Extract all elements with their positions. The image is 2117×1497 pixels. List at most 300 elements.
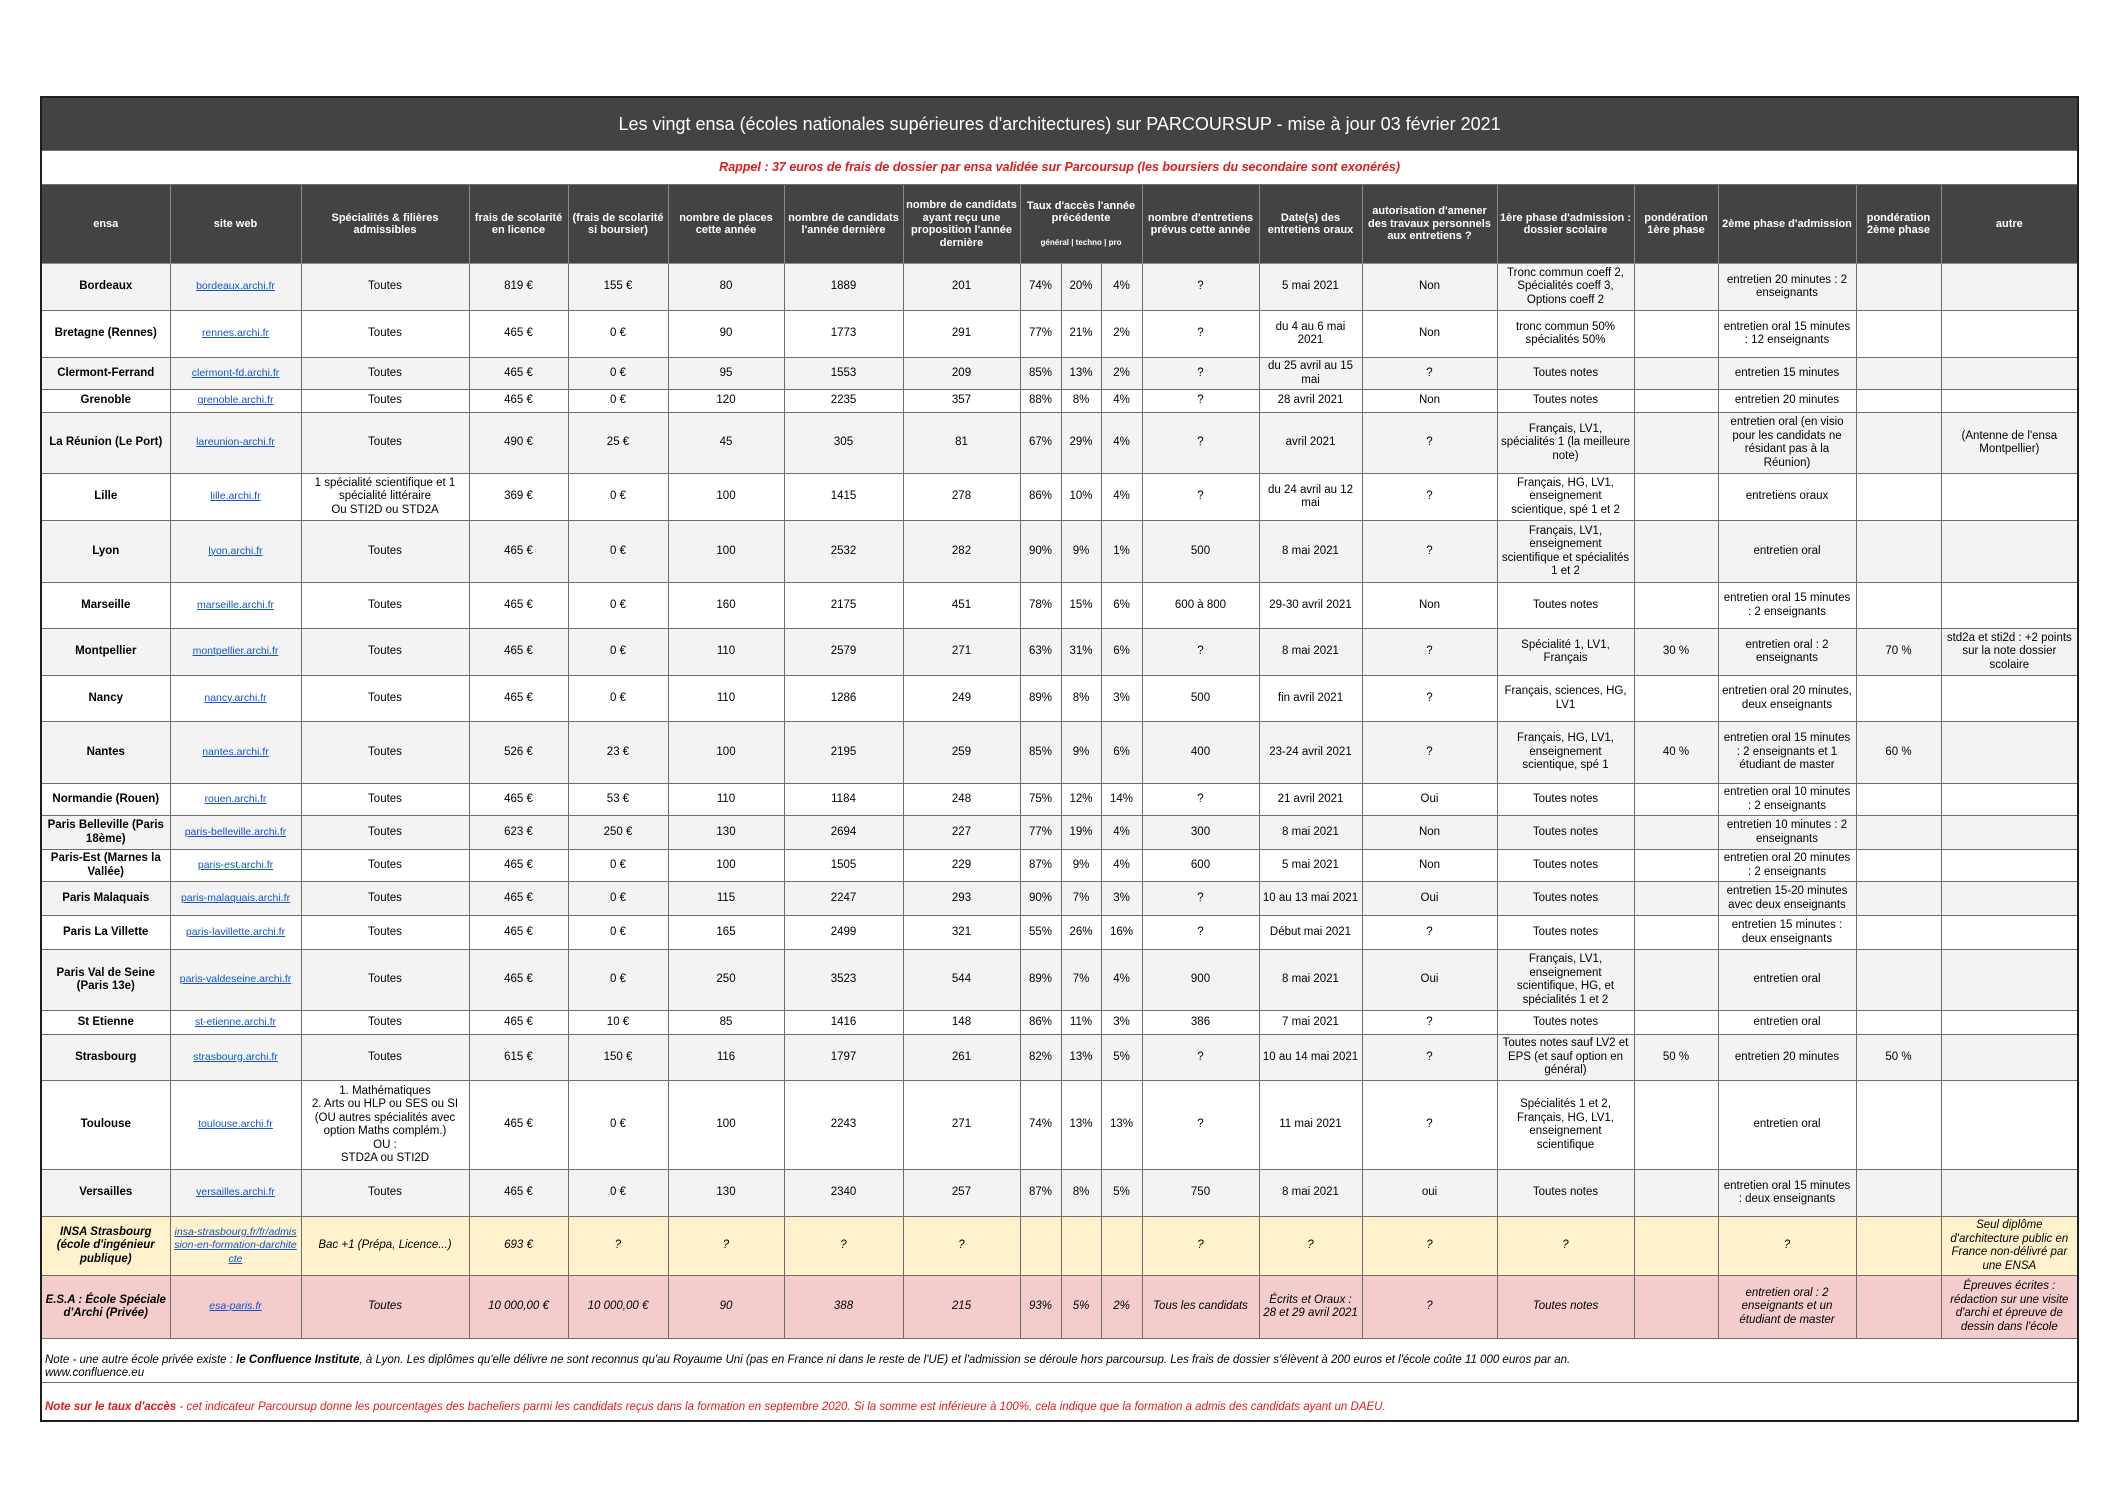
cell-ponderation2: 70 % <box>1856 629 1941 676</box>
cell-taux-pro: 6% <box>1101 722 1142 784</box>
cell-site <box>170 1011 301 1035</box>
cell-places: 130 <box>668 1170 784 1217</box>
cell-ponderation1 <box>1634 413 1718 474</box>
cell-site <box>170 521 301 583</box>
cell-dates: 8 mai 2021 <box>1259 1170 1362 1217</box>
cell-phase1: Spécialités 1 et 2, Français, HG, LV1, enseignement scientifique <box>1497 1081 1634 1170</box>
cell-places: 95 <box>668 358 784 390</box>
cell-phase1: ? <box>1497 1217 1634 1276</box>
cell-frais-boursier: 0 € <box>568 1081 668 1170</box>
site-link[interactable]: nantes.archi.fr <box>202 745 269 758</box>
cell-propositions: 271 <box>903 629 1020 676</box>
cell-autre: (Antenne de l'ensa Montpellier) <box>1941 413 2078 474</box>
cell-entretiens: ? <box>1142 882 1259 916</box>
table-row <box>41 311 2078 358</box>
cell-candidats: 2499 <box>784 916 903 950</box>
site-link[interactable]: strasbourg.archi.fr <box>193 1050 278 1063</box>
cell-site <box>170 413 301 474</box>
cell-phase1: Toutes notes <box>1497 916 1634 950</box>
cell-frais-licence: 490 € <box>469 413 568 474</box>
note1-bold: le Confluence Institute <box>236 1353 360 1366</box>
cell-phase1: Toutes notes <box>1497 390 1634 413</box>
title-row <box>41 97 2078 151</box>
cell-frais-licence: 465 € <box>469 629 568 676</box>
cell-travaux: ? <box>1362 521 1497 583</box>
cell-frais-boursier: 0 € <box>568 950 668 1011</box>
site-link[interactable]: esa-paris.fr <box>209 1300 262 1313</box>
cell-frais-boursier: 0 € <box>568 521 668 583</box>
cell-ponderation1 <box>1634 264 1718 311</box>
cell-places: 45 <box>668 413 784 474</box>
cell-candidats: 1184 <box>784 784 903 816</box>
cell-phase1: Toutes notes <box>1497 882 1634 916</box>
cell-specialites: Toutes <box>301 1170 469 1217</box>
header-specialites: Spécialités & filières admissibles <box>301 185 469 264</box>
site-link[interactable]: nancy.archi.fr <box>204 691 267 704</box>
table-row <box>41 390 2078 413</box>
cell-frais-boursier: 0 € <box>568 390 668 413</box>
site-link[interactable]: paris-lavillette.archi.fr <box>185 925 286 938</box>
cell-taux-general: 85% <box>1020 722 1061 784</box>
table-row <box>41 629 2078 676</box>
cell-entretiens: ? <box>1142 916 1259 950</box>
cell-phase2: entretien 15-20 minutes avec deux enseignants <box>1718 882 1856 916</box>
cell-places: 115 <box>668 882 784 916</box>
cell-autre: Épreuves écrites : rédaction sur une visite d'archi et épreuve de dessin dans l'école <box>1941 1276 2078 1339</box>
cell-site <box>170 1081 301 1170</box>
cell-taux-general: 67% <box>1020 413 1061 474</box>
note1-rest: , à Lyon. Les diplômes qu'elle délivre ne sont reconnus qu'au Royaume Uni (pas en France ni dans le reste de l'UE) et l'admission se déroule hors parcoursup. Les frais de dossier s'élèvent à 200 euros et l'école coûte 11 000 euros par an. <box>359 1353 1571 1366</box>
cell-candidats: 1889 <box>784 264 903 311</box>
cell-ensa: Lille <box>41 474 170 521</box>
cell-ponderation1 <box>1634 583 1718 629</box>
site-link[interactable]: grenoble.archi.fr <box>197 394 274 407</box>
cell-autre <box>1941 583 2078 629</box>
cell-frais-licence: 465 € <box>469 916 568 950</box>
cell-ensa: Montpellier <box>41 629 170 676</box>
cell-phase2: entretien oral 15 minutes : 2 enseignants <box>1718 583 1856 629</box>
cell-taux-pro: 1% <box>1101 521 1142 583</box>
note-row-taux <box>41 1382 2078 1421</box>
cell-candidats: 2243 <box>784 1081 903 1170</box>
cell-specialites: Toutes <box>301 1035 469 1081</box>
cell-places: 250 <box>668 950 784 1011</box>
cell-taux-pro: 5% <box>1101 1035 1142 1081</box>
site-link[interactable]: paris-malaquais.archi.fr <box>180 891 291 904</box>
cell-frais-boursier: 0 € <box>568 1170 668 1217</box>
cell-entretiens: 500 <box>1142 676 1259 722</box>
cell-entretiens: ? <box>1142 784 1259 816</box>
site-link[interactable]: clermont-fd.archi.fr <box>191 366 280 379</box>
cell-ponderation1: 30 % <box>1634 629 1718 676</box>
cell-taux-pro: 16% <box>1101 916 1142 950</box>
cell-ponderation1 <box>1634 1081 1718 1170</box>
cell-taux-pro: 2% <box>1101 358 1142 390</box>
cell-candidats: 1797 <box>784 1035 903 1081</box>
cell-travaux: Oui <box>1362 784 1497 816</box>
cell-taux-pro: 4% <box>1101 413 1142 474</box>
cell-candidats: ? <box>784 1217 903 1276</box>
site-link[interactable]: lyon.archi.fr <box>208 544 263 557</box>
cell-travaux: ? <box>1362 629 1497 676</box>
cell-ensa: Clermont-Ferrand <box>41 358 170 390</box>
header-phase2: 2ème phase d'admission <box>1718 185 1856 264</box>
table-row <box>41 1035 2078 1081</box>
cell-site <box>170 1170 301 1217</box>
site-link[interactable]: st-etienne.archi.fr <box>194 1015 277 1028</box>
cell-ponderation2 <box>1856 390 1941 413</box>
cell-specialites: Toutes <box>301 816 469 850</box>
cell-specialites: Toutes <box>301 676 469 722</box>
cell-autre <box>1941 850 2078 882</box>
cell-propositions: 293 <box>903 882 1020 916</box>
cell-propositions: 201 <box>903 264 1020 311</box>
cell-taux-general: 77% <box>1020 311 1061 358</box>
cell-ensa: Bretagne (Rennes) <box>41 311 170 358</box>
cell-propositions: 357 <box>903 390 1020 413</box>
cell-autre <box>1941 1081 2078 1170</box>
cell-entretiens: 386 <box>1142 1011 1259 1035</box>
cell-dates: 8 mai 2021 <box>1259 521 1362 583</box>
table-body <box>41 264 2078 1339</box>
cell-taux-techno: 9% <box>1061 521 1101 583</box>
cell-ponderation1 <box>1634 784 1718 816</box>
cell-phase1: Toutes notes sauf LV2 et EPS (et sauf option en général) <box>1497 1035 1634 1081</box>
cell-autre <box>1941 882 2078 916</box>
cell-frais-boursier: 23 € <box>568 722 668 784</box>
cell-specialites: Toutes <box>301 916 469 950</box>
cell-propositions: 148 <box>903 1011 1020 1035</box>
cell-travaux: ? <box>1362 1217 1497 1276</box>
cell-site <box>170 358 301 390</box>
cell-candidats: 1286 <box>784 676 903 722</box>
note2-bold: Note sur le taux d'accès <box>45 1401 177 1413</box>
cell-taux-techno: 8% <box>1061 390 1101 413</box>
cell-dates: du 25 avril au 15 mai <box>1259 358 1362 390</box>
cell-candidats: 2532 <box>784 521 903 583</box>
site-link[interactable]: rouen.archi.fr <box>204 792 267 805</box>
cell-phase2: entretien 20 minutes : 2 enseignants <box>1718 264 1856 311</box>
cell-places: 90 <box>668 311 784 358</box>
site-link[interactable]: paris-valdeseine.archi.fr <box>179 973 292 986</box>
cell-travaux: ? <box>1362 413 1497 474</box>
site-link[interactable]: montpellier.archi.fr <box>192 645 279 658</box>
cell-frais-boursier: 25 € <box>568 413 668 474</box>
table-row <box>41 1081 2078 1170</box>
cell-candidats: 1773 <box>784 311 903 358</box>
cell-specialites: Toutes <box>301 358 469 390</box>
cell-taux-techno: 8% <box>1061 676 1101 722</box>
cell-travaux: ? <box>1362 1081 1497 1170</box>
cell-taux-general: 63% <box>1020 629 1061 676</box>
cell-frais-licence: 465 € <box>469 521 568 583</box>
table-row <box>41 413 2078 474</box>
site-link[interactable]: toulouse.archi.fr <box>198 1118 273 1131</box>
cell-taux-techno: 8% <box>1061 1170 1101 1217</box>
cell-entretiens: ? <box>1142 629 1259 676</box>
cell-places: 130 <box>668 816 784 850</box>
cell-taux-pro: 13% <box>1101 1081 1142 1170</box>
cell-site <box>170 1276 301 1339</box>
note1-prefix: Note - une autre école privée existe : <box>45 1353 237 1366</box>
cell-frais-boursier: 150 € <box>568 1035 668 1081</box>
cell-travaux: Non <box>1362 311 1497 358</box>
cell-phase1: Toutes notes <box>1497 1011 1634 1035</box>
cell-propositions: 261 <box>903 1035 1020 1081</box>
cell-ponderation2 <box>1856 676 1941 722</box>
cell-ponderation1 <box>1634 521 1718 583</box>
site-link[interactable]: lareunion-archi.fr <box>196 436 275 449</box>
cell-travaux: ? <box>1362 1276 1497 1339</box>
cell-ponderation2 <box>1856 1276 1941 1339</box>
cell-taux-techno: 12% <box>1061 784 1101 816</box>
cell-phase2: entretien oral <box>1718 950 1856 1011</box>
cell-ensa: Nantes <box>41 722 170 784</box>
cell-propositions: 227 <box>903 816 1020 850</box>
cell-ponderation1 <box>1634 816 1718 850</box>
cell-dates: 29-30 avril 2021 <box>1259 583 1362 629</box>
cell-frais-licence: 465 € <box>469 1011 568 1035</box>
cell-ponderation2 <box>1856 1170 1941 1217</box>
cell-dates: 5 mai 2021 <box>1259 850 1362 882</box>
cell-ensa: Paris-Est (Marnes la Vallée) <box>41 850 170 882</box>
cell-ensa: Normandie (Rouen) <box>41 784 170 816</box>
cell-phase1: Français, LV1, enseignement scientifique, HG, et spécialités 1 et 2 <box>1497 950 1634 1011</box>
cell-taux-general: 75% <box>1020 784 1061 816</box>
cell-ensa: Toulouse <box>41 1081 170 1170</box>
header-candidats: nombre de candidats l'année dernière <box>784 185 903 264</box>
cell-taux-pro <box>1101 1217 1142 1276</box>
cell-ensa: Paris Val de Seine (Paris 13e) <box>41 950 170 1011</box>
cell-frais-boursier: 0 € <box>568 882 668 916</box>
cell-ponderation1 <box>1634 1011 1718 1035</box>
cell-taux-general: 86% <box>1020 474 1061 521</box>
note1-url: www.confluence.eu <box>45 1367 145 1379</box>
table-row <box>41 676 2078 722</box>
cell-site <box>170 1217 301 1276</box>
cell-taux-general: 89% <box>1020 950 1061 1011</box>
cell-entretiens: 600 <box>1142 850 1259 882</box>
cell-phase1: Toutes notes <box>1497 583 1634 629</box>
cell-places: 160 <box>668 583 784 629</box>
cell-ponderation2 <box>1856 950 1941 1011</box>
cell-autre <box>1941 521 2078 583</box>
cell-ponderation1 <box>1634 1276 1718 1339</box>
cell-taux-general: 74% <box>1020 264 1061 311</box>
cell-phase1: Toutes notes <box>1497 784 1634 816</box>
cell-taux-techno: 20% <box>1061 264 1101 311</box>
cell-site <box>170 950 301 1011</box>
cell-dates: 10 au 13 mai 2021 <box>1259 882 1362 916</box>
cell-taux-techno: 13% <box>1061 358 1101 390</box>
cell-phase2: entretien oral 20 minutes, deux enseignants <box>1718 676 1856 722</box>
cell-ponderation2: 60 % <box>1856 722 1941 784</box>
cell-taux-techno: 19% <box>1061 816 1101 850</box>
cell-dates: 11 mai 2021 <box>1259 1081 1362 1170</box>
cell-site <box>170 722 301 784</box>
cell-ponderation2 <box>1856 264 1941 311</box>
cell-frais-licence: 693 € <box>469 1217 568 1276</box>
cell-ponderation1 <box>1634 1170 1718 1217</box>
cell-frais-boursier: 0 € <box>568 676 668 722</box>
cell-travaux: Non <box>1362 583 1497 629</box>
cell-ponderation1 <box>1634 882 1718 916</box>
cell-specialites: Toutes <box>301 264 469 311</box>
cell-autre <box>1941 676 2078 722</box>
cell-specialites: Toutes <box>301 629 469 676</box>
cell-frais-licence: 369 € <box>469 474 568 521</box>
cell-entretiens: 900 <box>1142 950 1259 1011</box>
cell-specialites: 1. Mathématiques 2. Arts ou HLP ou SES ou SI (OU autres spécialités avec option Maths complém.) OU : STD2A ou STI2D <box>301 1081 469 1170</box>
cell-travaux: ? <box>1362 1035 1497 1081</box>
cell-phase2: entretien oral 10 minutes : 2 enseignants <box>1718 784 1856 816</box>
cell-candidats: 2247 <box>784 882 903 916</box>
site-link[interactable]: paris-est.archi.fr <box>197 858 274 871</box>
header-taux-sub: général | techno | pro <box>1040 238 1122 248</box>
cell-specialites: 1 spécialité scientifique et 1 spécialité littéraire Ou STI2D ou STD2A <box>301 474 469 521</box>
cell-autre <box>1941 722 2078 784</box>
cell-candidats: 1553 <box>784 358 903 390</box>
cell-site <box>170 676 301 722</box>
site-link[interactable]: lille.archi.fr <box>210 490 261 503</box>
header-entretiens: nombre d'entretiens prévus cette année <box>1142 185 1259 264</box>
cell-propositions: 259 <box>903 722 1020 784</box>
cell-ponderation2 <box>1856 521 1941 583</box>
cell-autre <box>1941 816 2078 850</box>
site-link[interactable]: insa-strasbourg.fr/fr/admission-en-formation-darchitecte <box>174 1225 297 1265</box>
cell-taux-general: 78% <box>1020 583 1061 629</box>
cell-phase1: Toutes notes <box>1497 358 1634 390</box>
cell-phase2: entretien 10 minutes : 2 enseignants <box>1718 816 1856 850</box>
cell-frais-boursier: 0 € <box>568 474 668 521</box>
table-row <box>41 521 2078 583</box>
cell-places: 110 <box>668 629 784 676</box>
cell-autre: std2a et sti2d : +2 points sur la note dossier scolaire <box>1941 629 2078 676</box>
cell-places: 110 <box>668 676 784 722</box>
cell-dates: 28 avril 2021 <box>1259 390 1362 413</box>
cell-taux-pro: 4% <box>1101 850 1142 882</box>
cell-taux-general: 88% <box>1020 390 1061 413</box>
cell-specialites: Toutes <box>301 1276 469 1339</box>
rappel-row <box>41 151 2078 185</box>
cell-site <box>170 629 301 676</box>
cell-travaux: ? <box>1362 1011 1497 1035</box>
cell-site <box>170 816 301 850</box>
cell-specialites: Toutes <box>301 784 469 816</box>
cell-travaux: ? <box>1362 474 1497 521</box>
cell-places: 100 <box>668 1081 784 1170</box>
cell-phase2: entretien oral <box>1718 521 1856 583</box>
site-link[interactable]: versailles.archi.fr <box>196 1186 275 1199</box>
cell-ensa: Nancy <box>41 676 170 722</box>
cell-entretiens: 500 <box>1142 521 1259 583</box>
site-link[interactable]: paris-belleville.archi.fr <box>184 825 287 838</box>
cell-dates: du 24 avril au 12 mai <box>1259 474 1362 521</box>
site-link[interactable]: rennes.archi.fr <box>201 327 270 340</box>
header-taux-label: Taux d'accès l'année précédente <box>1026 199 1136 225</box>
cell-frais-licence: 465 € <box>469 390 568 413</box>
header-ponderation1: pondération 1ère phase <box>1634 185 1718 264</box>
cell-phase2: entretien oral 15 minutes : 2 enseignants et 1 étudiant de master <box>1718 722 1856 784</box>
cell-places: 100 <box>668 521 784 583</box>
cell-ponderation2 <box>1856 1081 1941 1170</box>
cell-ponderation2 <box>1856 474 1941 521</box>
cell-dates: avril 2021 <box>1259 413 1362 474</box>
cell-ponderation1 <box>1634 474 1718 521</box>
cell-candidats: 2175 <box>784 583 903 629</box>
cell-autre <box>1941 916 2078 950</box>
cell-candidats: 2235 <box>784 390 903 413</box>
cell-frais-licence: 526 € <box>469 722 568 784</box>
cell-places: 100 <box>668 850 784 882</box>
cell-phase2: entretien oral : 2 enseignants <box>1718 629 1856 676</box>
cell-travaux: Non <box>1362 816 1497 850</box>
cell-frais-licence: 465 € <box>469 850 568 882</box>
table-row <box>41 583 2078 629</box>
cell-taux-pro: 4% <box>1101 816 1142 850</box>
cell-phase2: entretien 15 minutes : deux enseignants <box>1718 916 1856 950</box>
site-link[interactable]: marseille.archi.fr <box>196 598 275 611</box>
cell-frais-licence: 465 € <box>469 583 568 629</box>
cell-taux-general: 90% <box>1020 521 1061 583</box>
header-taux <box>1020 185 1142 264</box>
cell-frais-boursier: 53 € <box>568 784 668 816</box>
cell-places: 85 <box>668 1011 784 1035</box>
cell-ensa: Versailles <box>41 1170 170 1217</box>
cell-candidats: 1416 <box>784 1011 903 1035</box>
cell-travaux: Non <box>1362 264 1497 311</box>
cell-taux-general: 82% <box>1020 1035 1061 1081</box>
cell-ensa: E.S.A : École Spéciale d'Archi (Privée) <box>41 1276 170 1339</box>
cell-specialites: Toutes <box>301 1011 469 1035</box>
cell-ponderation1 <box>1634 390 1718 413</box>
cell-ponderation1: 50 % <box>1634 1035 1718 1081</box>
cell-travaux: Oui <box>1362 882 1497 916</box>
cell-ponderation2 <box>1856 816 1941 850</box>
cell-travaux: oui <box>1362 1170 1497 1217</box>
cell-dates: fin avril 2021 <box>1259 676 1362 722</box>
cell-phase1: tronc commun 50% spécialités 50% <box>1497 311 1634 358</box>
cell-ponderation1 <box>1634 950 1718 1011</box>
note-taux-acces <box>41 1382 2078 1421</box>
table-row <box>41 784 2078 816</box>
cell-taux-general: 87% <box>1020 1170 1061 1217</box>
cell-travaux: Non <box>1362 850 1497 882</box>
cell-taux-techno: 7% <box>1061 950 1101 1011</box>
page-title: Les vingt ensa (écoles nationales supérieures d'architectures) sur PARCOURSUP - mise à jour 03 février 2021 <box>41 97 2078 151</box>
cell-entretiens: ? <box>1142 264 1259 311</box>
cell-entretiens: ? <box>1142 390 1259 413</box>
cell-travaux: ? <box>1362 358 1497 390</box>
cell-propositions: 451 <box>903 583 1020 629</box>
cell-taux-techno: 26% <box>1061 916 1101 950</box>
cell-ponderation2 <box>1856 358 1941 390</box>
cell-autre <box>1941 264 2078 311</box>
cell-phase1: Spécialité 1, LV1, Français <box>1497 629 1634 676</box>
cell-frais-licence: 465 € <box>469 882 568 916</box>
cell-dates: Écrits et Oraux : 28 et 29 avril 2021 <box>1259 1276 1362 1339</box>
cell-entretiens: ? <box>1142 311 1259 358</box>
cell-entretiens: ? <box>1142 358 1259 390</box>
table-row <box>41 1276 2078 1339</box>
cell-places: 100 <box>668 722 784 784</box>
table-row <box>41 816 2078 850</box>
cell-phase1: Toutes notes <box>1497 1276 1634 1339</box>
cell-frais-boursier: 0 € <box>568 358 668 390</box>
cell-taux-pro: 2% <box>1101 1276 1142 1339</box>
cell-specialites: Toutes <box>301 722 469 784</box>
site-link[interactable]: bordeaux.archi.fr <box>196 280 275 293</box>
